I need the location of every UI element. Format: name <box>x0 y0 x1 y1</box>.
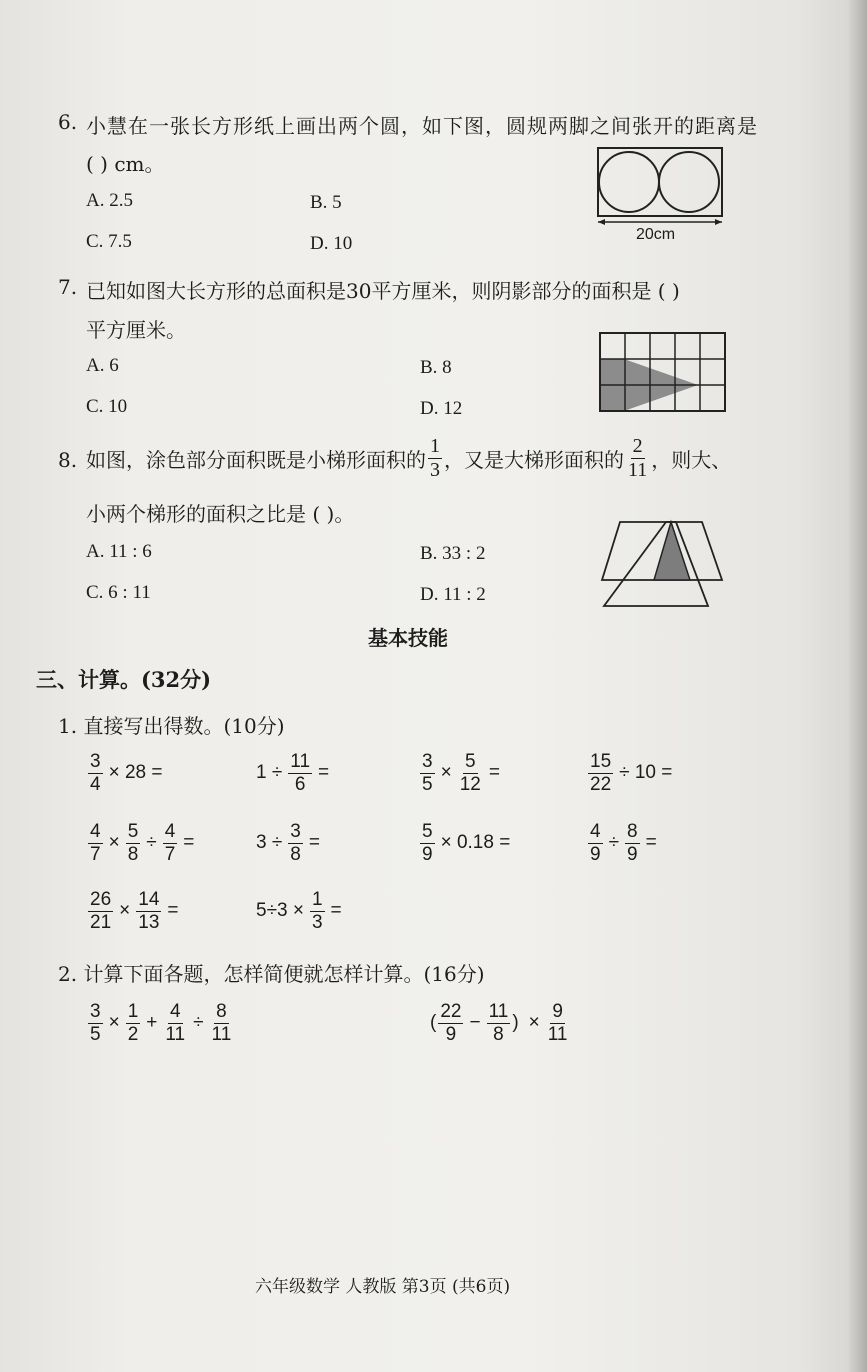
calc-e5: $\frac{4}{7}$ × $\frac{5}{8}$ ÷ $\frac{4}{7}$ = <box>90 821 195 865</box>
calc-e10: 5÷3 × $\frac{1}{3}$ = <box>256 889 342 933</box>
q8-option-a[interactable]: A. 11 : 6 <box>86 541 152 562</box>
q7-grid-figure <box>600 333 726 411</box>
calc-e2: 1 ÷ $\frac{11}{6}$ = <box>256 751 330 795</box>
page-edge-shadow <box>847 0 867 1372</box>
q7-option-b[interactable]: B. 8 <box>420 357 452 378</box>
q7-number: 7. <box>58 275 78 299</box>
calc-e7: $\frac{5}{9}$ × 0.18 = <box>422 821 511 865</box>
section-label: 基本技能 <box>368 626 448 650</box>
calc-e1: $\frac{3}{4}$ × 28 = <box>90 751 163 795</box>
calc-e6: 3 ÷ $\frac{3}{8}$ = <box>256 821 320 865</box>
q7-text-line2: 平方厘米。 <box>86 318 186 342</box>
calc-e3: $\frac{3}{5}$ × $\frac{5}{12}$ = <box>422 751 500 795</box>
q8-text-b: ，又是大梯形面积的 <box>444 448 624 472</box>
q8-number: 8. <box>58 448 78 472</box>
q8-option-c[interactable]: C. 6 : 11 <box>86 582 151 603</box>
q6-option-b[interactable]: B. 5 <box>310 192 342 213</box>
q7-option-d[interactable]: D. 12 <box>420 398 463 419</box>
calc-c2: ( $\frac{22}{9}$ − $\frac{11}{8}$ ) × $\frac{9}{11}$ <box>430 1001 568 1045</box>
q7-text-line1: 已知如图大长方形的总面积是30平方厘米，则阴影部分的面积是 ( ) <box>86 279 680 303</box>
q8-text-a: 如图，涂色部分面积既是小梯形面积的 <box>86 448 426 472</box>
q7-option-a[interactable]: A. 6 <box>86 355 119 376</box>
calc-e4: $\frac{15}{22}$ ÷ 10 = <box>590 751 673 795</box>
q6-figure-label: 20cm <box>636 226 676 243</box>
q6-text-line1: 小慧在一张长方形纸上画出两个圆，如下图，圆规两脚之间张开的距离是 <box>86 114 758 138</box>
q6-text-line2: ( ) cm。 <box>86 152 165 176</box>
calc-c1: $\frac{3}{5}$ × $\frac{1}{2}$ + $\frac{4}{11}$ ÷ $\frac{8}{11}$ <box>90 1001 232 1045</box>
part3-heading: 三、计算。(32分) <box>36 667 212 692</box>
calc-e9: $\frac{26}{21}$ × $\frac{14}{13}$ = <box>90 889 179 933</box>
q6-option-c[interactable]: C. 7.5 <box>86 231 132 252</box>
part3-sub2: 2. 计算下面各题，怎样简便就怎样计算。(16分) <box>58 962 485 986</box>
q8-fraction-one-third: $\frac{1}{3}$ <box>430 435 440 481</box>
part3-sub1: 1. 直接写出得数。(10分) <box>58 714 285 738</box>
q6-number: 6. <box>58 110 78 134</box>
calc-e8: $\frac{4}{9}$ ÷ $\frac{8}{9}$ = <box>590 821 657 865</box>
q8-fraction-two-elevenths: $\frac{2}{11}$ <box>628 435 648 481</box>
page-footer: 六年级数学 人教版 第3页 (共6页) <box>255 1277 511 1297</box>
q6-circles-figure <box>596 146 726 220</box>
q8-text-line2: 小两个梯形的面积之比是 ( )。 <box>86 502 355 526</box>
q8-text-c: ，则大、 <box>651 448 732 472</box>
q7-option-c[interactable]: C. 10 <box>86 396 128 417</box>
e2-frac: $\frac{11}{6}$ <box>290 751 311 795</box>
q8-text-line1 <box>86 436 731 481</box>
q8-option-b[interactable]: B. 33 : 2 <box>420 543 486 564</box>
e1-frac: $\frac{3}{4}$ <box>90 751 101 795</box>
q6-option-d[interactable]: D. 10 <box>310 233 353 254</box>
q6-option-a[interactable]: A. 2.5 <box>86 190 133 211</box>
q8-trapezoid-figure <box>600 518 728 610</box>
q8-option-d[interactable]: D. 11 : 2 <box>420 584 486 605</box>
